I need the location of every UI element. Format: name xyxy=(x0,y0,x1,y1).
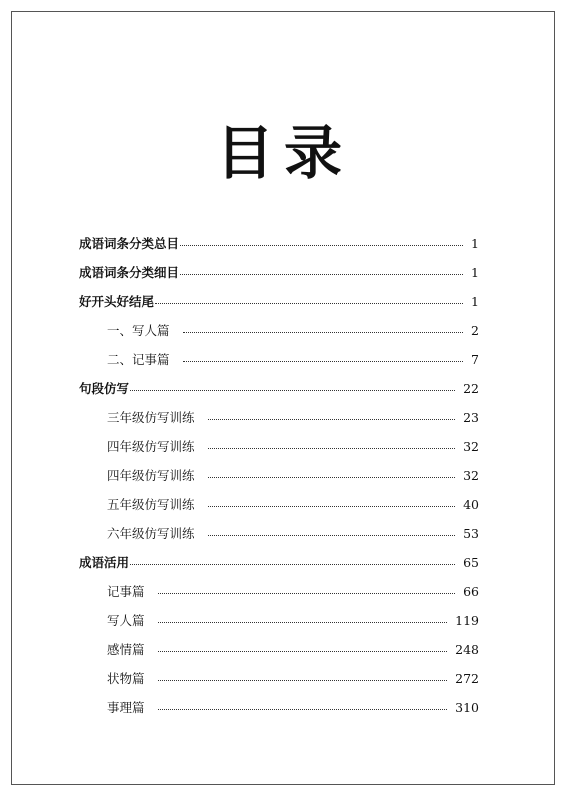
toc-entry[interactable] xyxy=(107,520,479,546)
dot-leader xyxy=(158,680,448,681)
toc-entry-label: 记事篇 xyxy=(107,584,145,599)
toc-entry[interactable] xyxy=(107,491,479,517)
toc-entry-label: 句段仿写 xyxy=(79,381,130,396)
toc-entry-page: 66 xyxy=(463,583,479,599)
toc-entry[interactable] xyxy=(79,288,479,314)
toc-entry-page: 310 xyxy=(455,699,479,715)
dot-leader xyxy=(208,448,456,449)
toc-entry-page: 1 xyxy=(471,264,479,280)
dot-leader xyxy=(158,622,448,623)
toc-entry-page: 65 xyxy=(463,554,479,570)
dot-leader xyxy=(208,419,456,420)
dot-leader xyxy=(158,593,456,594)
toc-entry-page: 22 xyxy=(463,380,479,396)
toc-entry[interactable] xyxy=(107,578,479,604)
page-title: 目录 xyxy=(215,119,352,187)
toc-entry[interactable] xyxy=(79,230,479,256)
toc-entry[interactable] xyxy=(107,665,479,691)
toc-entry[interactable] xyxy=(107,462,479,488)
dot-leader xyxy=(208,506,456,507)
toc-entry-label: 五年级仿写训练 xyxy=(107,497,195,512)
toc-entry[interactable] xyxy=(107,346,479,372)
toc-entry-page: 119 xyxy=(455,612,479,628)
toc-entry-label: 三年级仿写训练 xyxy=(107,410,195,425)
toc-entry[interactable] xyxy=(79,375,479,401)
toc-entry[interactable] xyxy=(107,607,479,633)
toc-entry[interactable] xyxy=(107,636,479,662)
dot-leader xyxy=(155,303,463,304)
dot-leader xyxy=(208,535,456,536)
toc-entry-page: 2 xyxy=(471,322,479,338)
dot-leader xyxy=(208,477,456,478)
toc-entry[interactable] xyxy=(107,317,479,343)
toc-entry-page: 1 xyxy=(471,235,479,251)
toc-entry-label: 二、记事篇 xyxy=(107,352,170,367)
toc-entry[interactable] xyxy=(79,259,479,285)
toc-entry-label: 成语词条分类细目 xyxy=(79,265,180,280)
dot-leader xyxy=(158,709,448,710)
toc-entry-page: 23 xyxy=(463,409,479,425)
toc-entry-label: 六年级仿写训练 xyxy=(107,526,195,541)
toc-entry-label: 成语活用 xyxy=(79,555,130,570)
dot-leader xyxy=(180,274,463,275)
toc-entry-page: 7 xyxy=(471,351,479,367)
dot-leader xyxy=(183,332,463,333)
toc-entry[interactable] xyxy=(107,404,479,430)
toc-entry-page: 40 xyxy=(463,496,479,512)
toc-entry-label: 好开头好结尾 xyxy=(79,294,155,309)
toc-entry-page: 272 xyxy=(455,670,479,686)
toc-entry-page: 1 xyxy=(471,293,479,309)
toc-entry-page: 248 xyxy=(455,641,479,657)
toc-entry-page: 32 xyxy=(463,438,479,454)
toc-entry[interactable] xyxy=(79,549,479,575)
toc-entry[interactable] xyxy=(107,694,479,720)
toc-entry-page: 53 xyxy=(463,525,479,541)
toc-entry-label: 写人篇 xyxy=(107,613,145,628)
toc-entry[interactable] xyxy=(107,433,479,459)
dot-leader xyxy=(180,245,463,246)
toc-entry-label: 四年级仿写训练 xyxy=(107,468,195,483)
toc-entry-label: 一、写人篇 xyxy=(107,323,170,338)
toc-entry-label: 四年级仿写训练 xyxy=(107,439,195,454)
toc-entry-label: 事理篇 xyxy=(107,700,145,715)
dot-leader xyxy=(183,361,463,362)
toc-entry-page: 32 xyxy=(463,467,479,483)
dot-leader xyxy=(130,390,455,391)
dot-leader xyxy=(130,564,455,565)
toc-entry-label: 状物篇 xyxy=(107,671,145,686)
dot-leader xyxy=(158,651,448,652)
toc-entry-label: 成语词条分类总目 xyxy=(79,236,180,251)
toc-entry-label: 感情篇 xyxy=(107,642,145,657)
